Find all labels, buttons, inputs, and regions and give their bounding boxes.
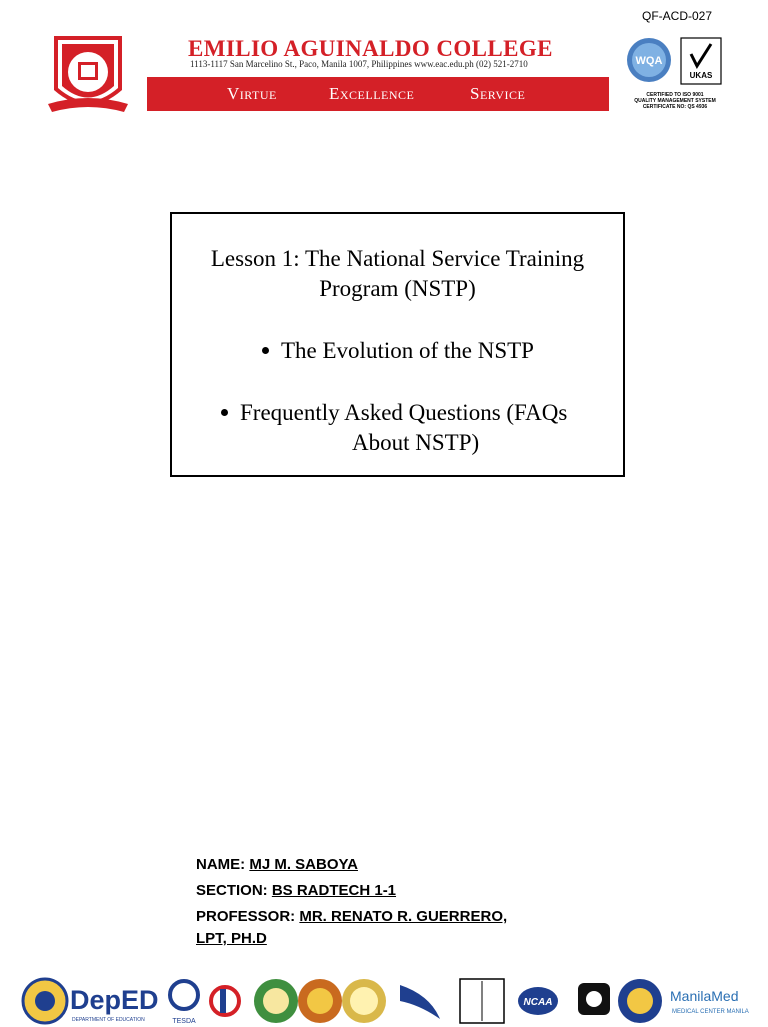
bullet-icon xyxy=(221,409,228,416)
professor-label: PROFESSOR: xyxy=(196,908,296,925)
letterhead xyxy=(48,32,728,122)
professor-value: MR. RENATO R. GUERRERO, xyxy=(299,908,508,925)
partner-logo-swoosh xyxy=(400,985,440,1019)
partner-logo-black-cross xyxy=(578,983,610,1015)
motto-bar xyxy=(147,77,609,111)
svg-text:ManilaMed: ManilaMed xyxy=(670,988,739,1004)
professor-value-continued: LPT, PH.D xyxy=(196,930,267,947)
section-label: SECTION: xyxy=(196,882,268,899)
bullet-icon xyxy=(262,347,269,354)
ncaa-logo xyxy=(518,987,558,1015)
partner-logo-red xyxy=(211,987,239,1015)
asaihl-logo xyxy=(460,979,504,1023)
svg-text:DepED: DepED xyxy=(70,985,159,1015)
section-row xyxy=(196,878,507,904)
motto-service: Service xyxy=(470,84,526,103)
partner-logos-strip xyxy=(20,975,750,1027)
manilamed-logo xyxy=(670,988,749,1015)
seal-logo-green xyxy=(254,979,298,1023)
college-seal-logo xyxy=(48,32,128,120)
svg-text:TESDA: TESDA xyxy=(172,1018,196,1025)
ukas-logo-text: UKAS xyxy=(689,71,713,80)
professor-row-continued xyxy=(196,930,507,948)
motto-excellence: Excellence xyxy=(329,84,415,103)
seal-logo-gold xyxy=(342,979,386,1023)
section-value: BS RADTECH 1-1 xyxy=(271,882,397,899)
college-name: EMILIO AGUINALDO COLLEGE xyxy=(188,36,553,61)
svg-text:NCAA: NCAA xyxy=(523,997,553,1008)
tesda-logo xyxy=(170,981,198,1025)
bullet-faqs-continued: About NSTP) xyxy=(352,430,480,455)
name-label: NAME: xyxy=(196,856,246,873)
seal-logo-1 xyxy=(23,979,67,1023)
form-code: QF-ACD-027 xyxy=(641,9,712,23)
deped-logo xyxy=(70,985,159,1023)
professor-row xyxy=(196,904,507,930)
svg-text:DEPARTMENT OF EDUCATION: DEPARTMENT OF EDUCATION xyxy=(72,1017,145,1023)
lesson-title: Lesson 1: The National Service Training Program (NSTP) xyxy=(210,246,585,301)
svg-text:MEDICAL CENTER MANILA: MEDICAL CENTER MANILA xyxy=(672,1009,749,1015)
college-address: 1113-1117 San Marcelino St., Paco, Manila 1007, Philippines www.eac.edu.ph (02) 521-2710 xyxy=(190,59,528,69)
seal-logo-orange xyxy=(298,979,342,1023)
wqa-logo-text: WQA xyxy=(635,55,663,67)
motto-virtue: Virtue xyxy=(227,84,277,103)
bullet-faqs: Frequently Asked Questions (FAQs xyxy=(221,398,567,428)
lesson-box xyxy=(170,212,625,477)
seal-logo-blue xyxy=(618,979,662,1023)
name-value: MJ M. SABOYA xyxy=(249,856,358,873)
student-info xyxy=(196,852,507,948)
bullet-evolution: The Evolution of the NSTP xyxy=(262,336,534,366)
certification-text: CERTIFIED TO ISO 9001 QUALITY MANAGEMENT SYSTEM CERTIFICATE NO: QS 4936 xyxy=(634,92,716,110)
name-row xyxy=(196,852,507,878)
